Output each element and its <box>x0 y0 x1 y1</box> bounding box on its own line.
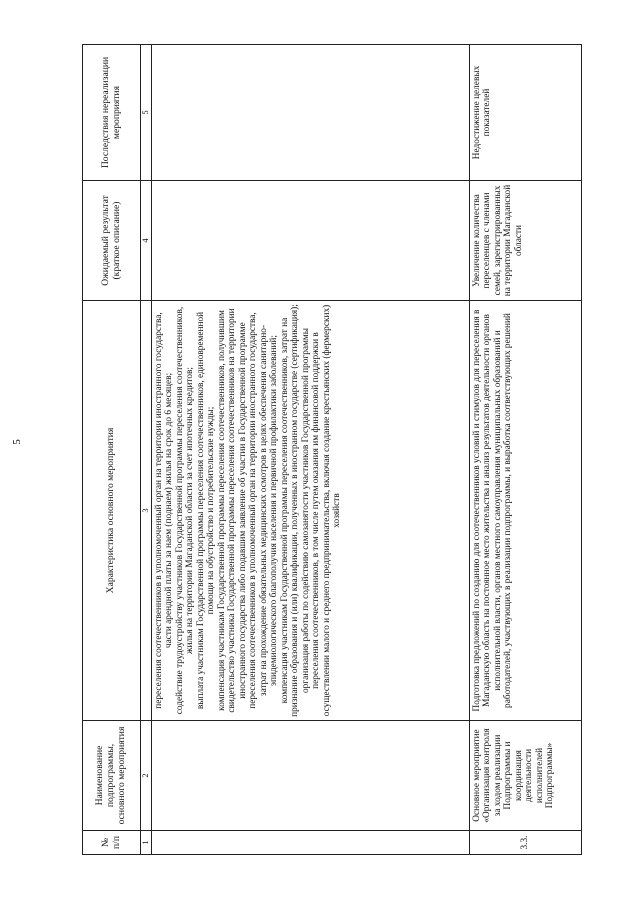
row2-consequence: Недостижение целевых показателей <box>469 45 581 181</box>
table-row <box>469 45 581 855</box>
column-number-row <box>141 45 152 855</box>
column-number-1: 1 <box>141 831 152 855</box>
header-col3: Характеристика основного мероприятия <box>83 301 141 721</box>
row2-description: Подготовка предложений по созданию для соотечественников условий и стимулов для переселения в Магаданскую область на постоянное место жительства и анализ результатов деятельности органов исполнительной власти, органов местного самоуправления муниципальных образований и работодателей, участвующих в реализации подпрограммы, и выработка соответствующих решений <box>469 301 581 721</box>
row2-number: 3.3. <box>469 831 581 855</box>
row2-name: Основное мероприятие «Организация контроля за ходом реализации Подпрограммы и координация деятельности исполнителей Подпрограммы» <box>469 721 581 831</box>
row1-description <box>151 301 469 721</box>
row1-number <box>151 831 469 855</box>
row2-result: Увеличение количества переселенцев с членами семей, зарегистрированных на территории Магаданской области <box>469 181 581 301</box>
row1-paragraph: компенсация участникам Государственной программы переселения соотечественников, получившим свидетельство участника Государственной программы переселения соотечественников на территории иностранного государства либо подавшим заявление об участии в Государственной программе переселения соотечественников в уполномоченный орган на территории иностранного государства, затрат на прохождение обязательных медицинских осмотров в целях обеспечения санитарно-эпидемиологического благополучия населения и первичной профилактики заболеваний; <box>216 308 280 713</box>
row1-paragraph: переселения соотечественников в уполномоченный орган на территории иностранного государства, части арендной платы за наем (поднаем) жилья на срок до 6 месяцев; <box>153 312 175 709</box>
row1-result <box>151 181 469 301</box>
header-row <box>83 45 141 855</box>
table-row <box>151 45 469 855</box>
header-col4: Ожидаемый результат (краткое описание) <box>83 181 141 301</box>
row1-paragraph: компенсация участникам Государственной программы переселения соотечественников, затрат на признание образования и (или) квалификации, полученных в иностранном государстве (сертификация); <box>279 304 301 717</box>
rotated-table-frame <box>82 45 582 855</box>
row1-paragraph: организация работы по содействию самозанятости участников Государственной программы переселения соотечественников, в том числе путем оказания им финансовой поддержки в осуществлении малого и среднего предпринимательства, включая создание крестьянских (фермерских) хозяйств <box>300 304 343 717</box>
row1-consequence <box>151 45 469 181</box>
row1-name <box>151 721 469 831</box>
measures-table <box>82 44 582 855</box>
column-number-5: 5 <box>141 45 152 181</box>
column-number-2: 2 <box>141 721 152 831</box>
page-number: 5 <box>10 439 23 445</box>
header-col5: Последствия нереализации мероприятия <box>83 45 141 181</box>
column-number-3: 3 <box>141 301 152 721</box>
header-col1: № п/п <box>83 831 141 855</box>
row1-paragraph: выплата участникам Государственной программы переселения соотечественников, единовременной помощи на обустройство и потребительские нужды; <box>195 311 217 710</box>
header-col2: Наименование подпрограммы, основного мероприятия <box>83 721 141 831</box>
row1-paragraph: содействие трудоустройству участников Государственной программы переселения соотечественников, жилья на территории Магаданской области за счет ипотечных кредитов; <box>174 306 196 715</box>
column-number-4: 4 <box>141 181 152 301</box>
